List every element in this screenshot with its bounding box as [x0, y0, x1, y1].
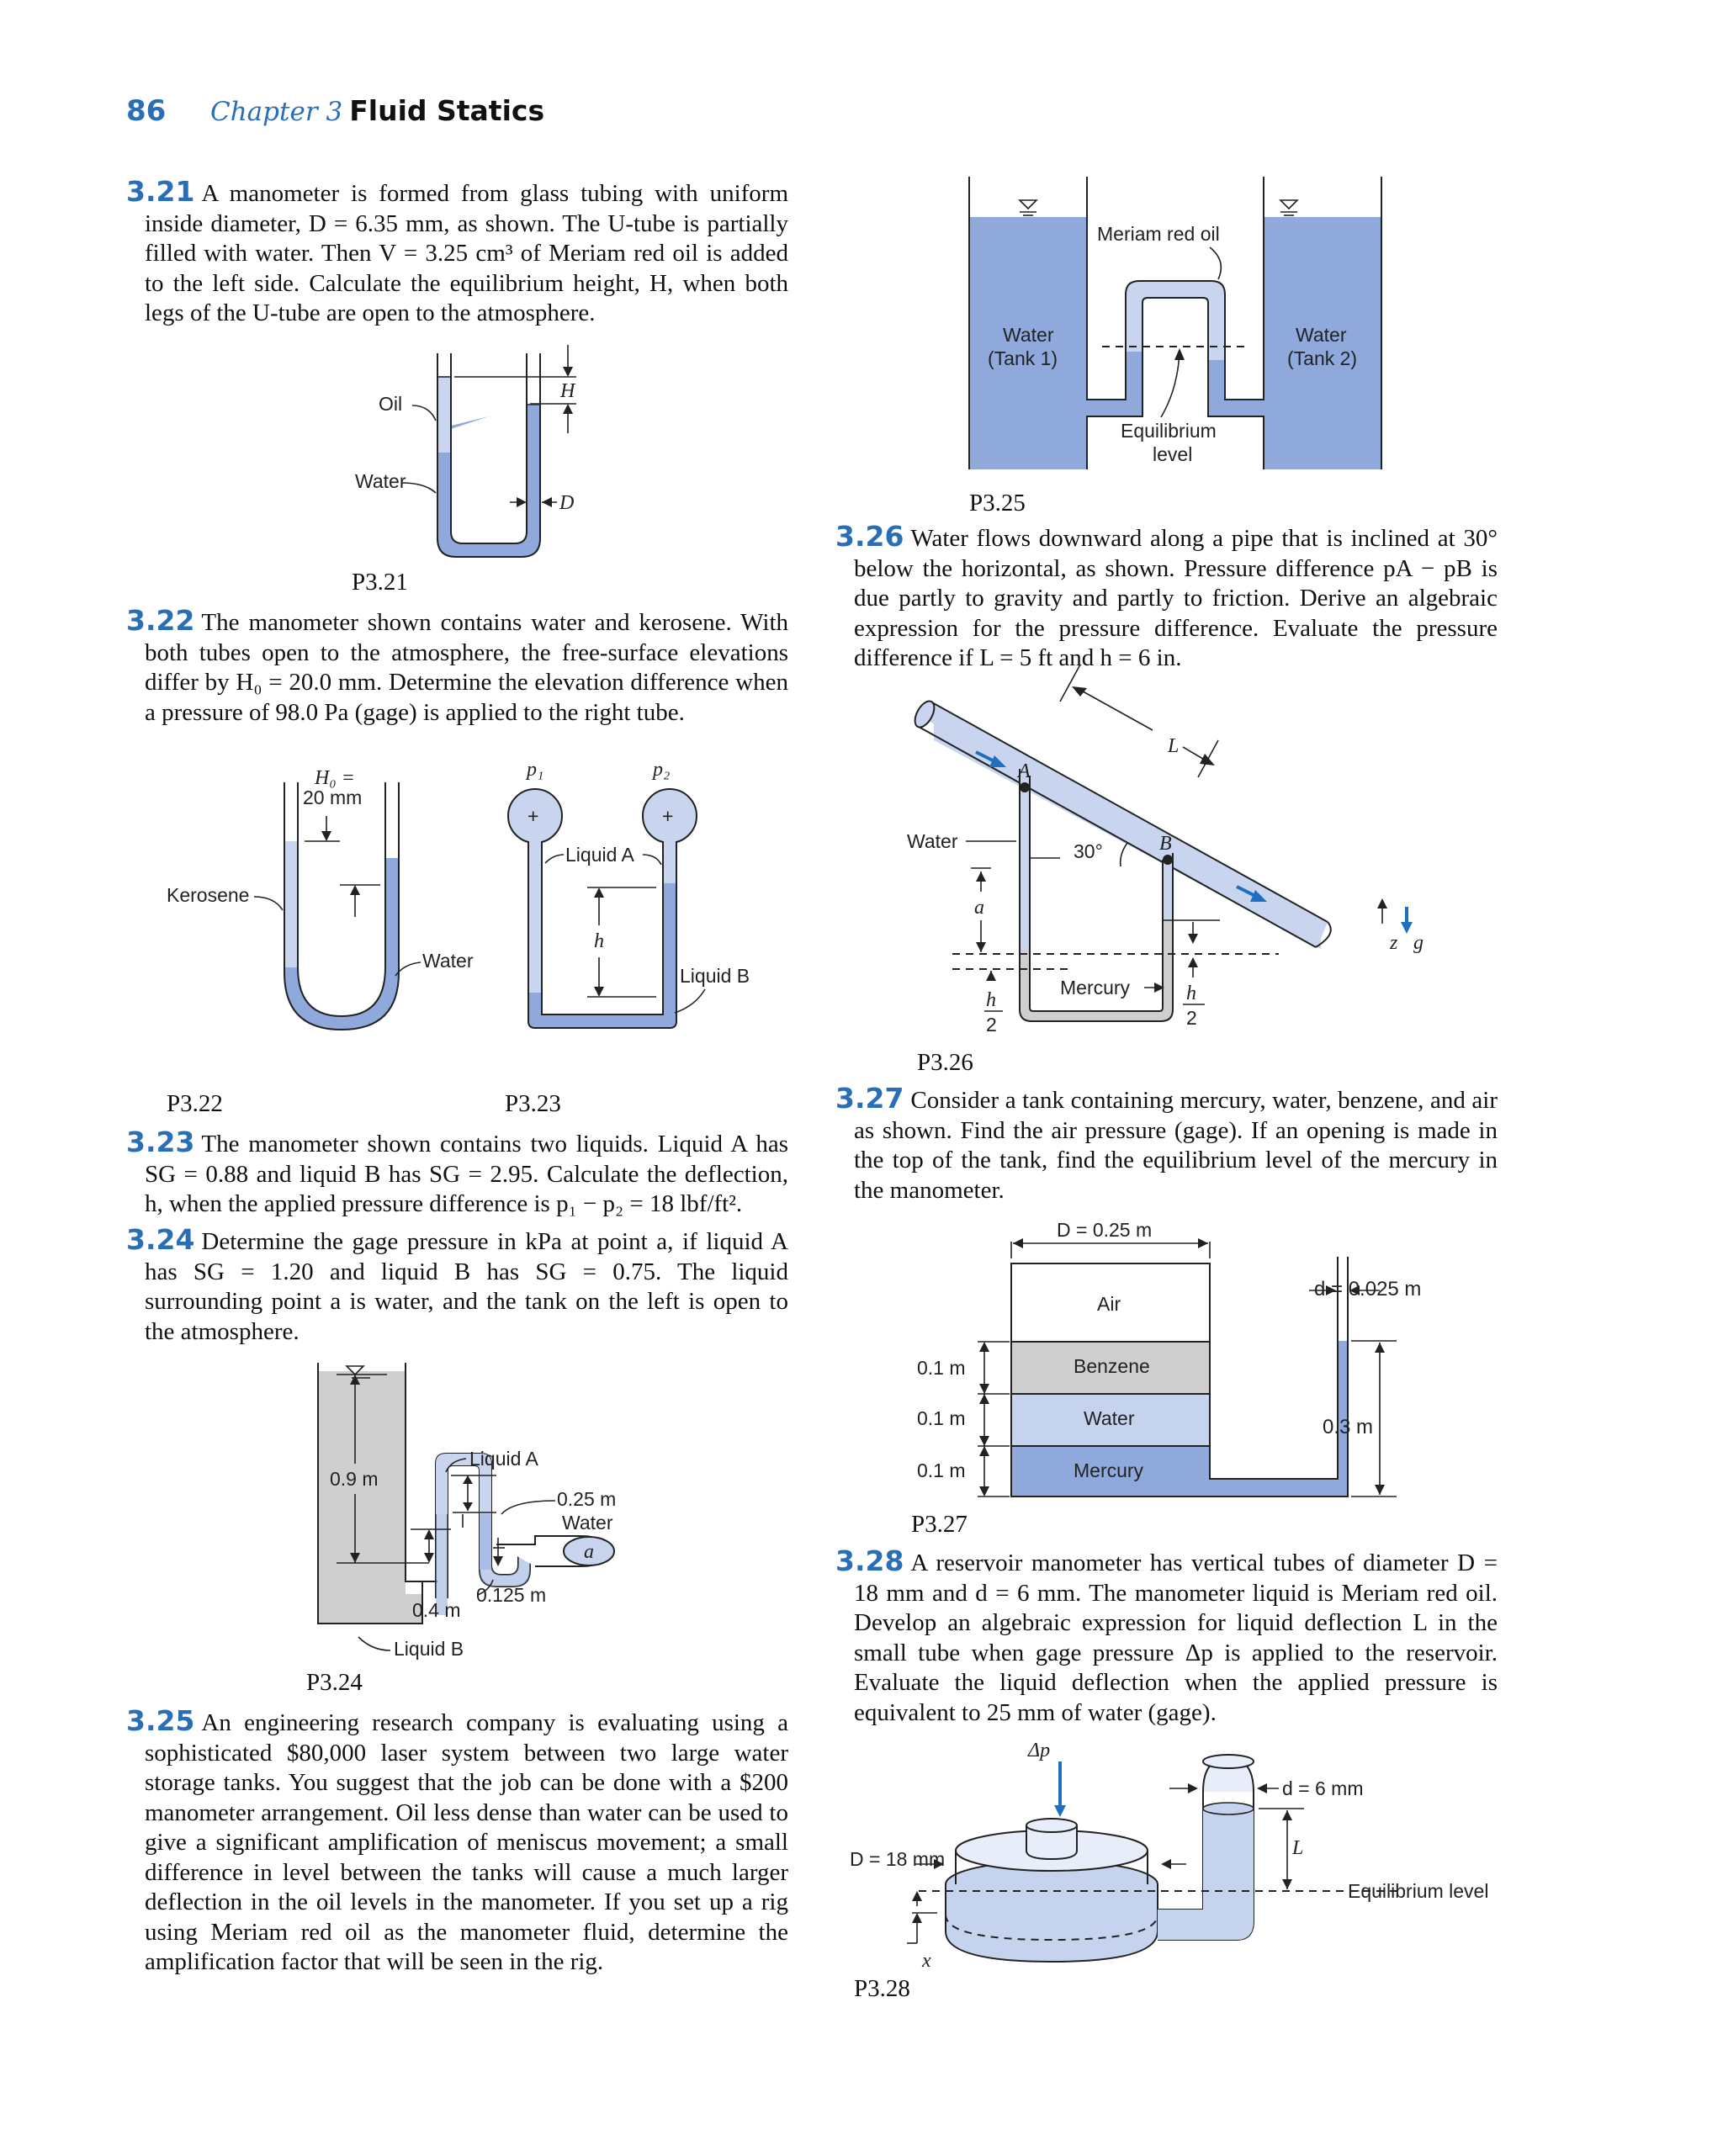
- label-0-4m: 0.4 m: [412, 1599, 461, 1621]
- figure-p3-27: [909, 1211, 1481, 1506]
- figure-p3-28: [850, 1741, 1506, 1985]
- figure-p3-24: [303, 1346, 707, 1660]
- caption-p3-23: P3.23: [505, 1090, 561, 1117]
- plus-2: +: [662, 805, 674, 827]
- problem-text: Water flows downward along a pipe that is inclined at 30° below the horizontal, as shown. Pressure difference pA − pB is due partly to gravity and partly to friction. Derive an algebraic expression for the pressure difference. Evaluate the pressure difference if L = 5 ft and h = 6 in.: [854, 525, 1498, 671]
- label-l: L: [1292, 1837, 1304, 1859]
- problem-3-25: [126, 1704, 788, 1978]
- label-d-small: d = 0.025 m: [1314, 1278, 1422, 1300]
- problem-number: 3.24: [126, 1223, 195, 1256]
- label-meriam-red-oil: Meriam red oil: [1097, 223, 1220, 245]
- label-water: Water: [562, 1512, 613, 1534]
- label-h0-value: 20 mm: [303, 787, 363, 808]
- label-two-right: 2: [1186, 1007, 1197, 1029]
- problem-number: 3.21: [126, 175, 195, 208]
- label-tank1: (Tank 1): [988, 347, 1058, 369]
- problem-text: Determine the gage pressure in kPa at point a, if liquid A has SG = 1.20 and liquid B has SG = 0.75. The liquid surrounding point a is water, and the tank on the left is open to the atmosphere.: [145, 1228, 788, 1345]
- label-0-1m-benzene: 0.1 m: [917, 1357, 966, 1379]
- problem-number: 3.27: [835, 1082, 904, 1115]
- caption-p3-21: P3.21: [352, 569, 408, 596]
- plus-1: +: [528, 805, 539, 827]
- label-oil: Oil: [379, 393, 403, 415]
- label-point-a: a: [584, 1541, 594, 1563]
- figure-p3-25: [959, 177, 1397, 479]
- label-z: z: [1390, 932, 1398, 954]
- problem-text: A manometer is formed from glass tubing with uniform inside diameter, D = 6.35 mm, as shown. The U-tube is partially filled with water. Then V = 3.25 cm³ of Meriam red oil is added to the left side. Calculate the equilibrium height, H, when both legs of the U-tube are open to the atmosphere.: [145, 180, 788, 326]
- label-water: Water: [907, 830, 958, 852]
- problem-text: Consider a tank containing mercury, water, benzene, and air as shown. Find the air pressure (gage). If an opening is made in the top of the tank, find the equilibrium level of the mercury in the manometer.: [854, 1087, 1498, 1204]
- caption-p3-26: P3.26: [917, 1049, 973, 1076]
- label-a-dist: a: [974, 897, 984, 919]
- label-30deg: 30°: [1074, 840, 1103, 862]
- figure-p3-26: [900, 681, 1439, 1043]
- label-mercury: Mercury: [1074, 1459, 1144, 1481]
- chapter-number: Chapter 3: [210, 97, 343, 127]
- label-h0: H₀ =: [315, 767, 355, 789]
- label-benzene: Benzene: [1074, 1355, 1150, 1377]
- label-l: L: [1168, 735, 1180, 757]
- label-h: H: [560, 380, 575, 402]
- label-liquid-b: Liquid B: [680, 965, 750, 987]
- problem-number: 3.28: [835, 1544, 904, 1577]
- label-0-1m-mercury: 0.1 m: [917, 1459, 966, 1481]
- problem-3-22: [126, 604, 788, 728]
- label-h: h: [594, 930, 604, 952]
- figure-p3-23: [488, 757, 791, 1043]
- label-0-25m: 0.25 m: [557, 1488, 617, 1510]
- label-g: g: [1413, 932, 1423, 954]
- label-equilibrium: Equilibrium: [1121, 420, 1217, 442]
- problem-3-23: [126, 1126, 788, 1220]
- page-number: 86: [126, 94, 167, 128]
- problem-text: A reservoir manometer has vertical tubes of diameter D = 18 mm and d = 6 mm. The manometer liquid is Meriam red oil. Develop an algebraic expression for liquid deflection L in the small tube when gage pressure Δp is applied to the reservoir. Evaluate the liquid deflection when the applied pressure is equivalent to 25 mm of water (gage).: [854, 1549, 1498, 1726]
- figure-p3-21: [345, 345, 623, 564]
- caption-p3-22: P3.22: [167, 1090, 223, 1117]
- chapter-label: [210, 94, 544, 127]
- label-d: D: [559, 492, 575, 514]
- label-0-1m-water: 0.1 m: [917, 1407, 966, 1429]
- label-equilibrium-level: Equilibrium level: [1348, 1880, 1489, 1902]
- label-kerosene: Kerosene: [167, 884, 250, 906]
- label-h-right: h: [1186, 983, 1196, 1004]
- caption-p3-24: P3.24: [306, 1669, 363, 1696]
- label-d-large: D = 0.25 m: [1057, 1219, 1153, 1241]
- chapter-title: Fluid Statics: [349, 94, 545, 127]
- label-0-125m: 0.125 m: [476, 1584, 547, 1606]
- label-a-point: A: [1018, 760, 1031, 782]
- problem-text: An engineering research company is evaluating using a sophisticated $80,000 laser system between two large water storage tanks. You suggest that the job can be done with a $200 manometer arrangement. Oil less dense than water can be used to give a significant amplification of meniscus movement; a small difference in level between the tanks will cause a much larger deflection in the oil levels in the manometer. If you set up a rig using Meriam red oil as the manometer fluid, determine the amplification factor that will be seen in the rig.: [145, 1709, 788, 1975]
- problem-3-27: [835, 1082, 1498, 1205]
- label-p2: p₂: [653, 759, 671, 781]
- label-h-left: h: [986, 989, 996, 1011]
- caption-p3-25: P3.25: [969, 490, 1026, 516]
- label-tank2: (Tank 2): [1287, 347, 1358, 369]
- label-level: level: [1153, 443, 1193, 465]
- label-mercury: Mercury: [1060, 977, 1131, 999]
- problem-number: 3.25: [126, 1704, 195, 1737]
- label-liquid-b: Liquid B: [394, 1638, 464, 1660]
- label-water-tank2: Water: [1296, 324, 1347, 346]
- label-dp: Δp: [1028, 1740, 1051, 1761]
- label-water: Water: [355, 470, 406, 492]
- label-water-tank1: Water: [1003, 324, 1054, 346]
- label-water: Water: [422, 950, 474, 972]
- label-p1: p₁: [527, 759, 544, 781]
- label-d-small: d = 6 mm: [1282, 1777, 1364, 1799]
- problem-3-21: [126, 175, 788, 329]
- problem-number: 3.22: [126, 604, 195, 637]
- label-x: x: [922, 1950, 931, 1972]
- label-b-point: B: [1159, 833, 1172, 855]
- label-water: Water: [1084, 1407, 1135, 1429]
- label-two-left: 2: [986, 1014, 997, 1036]
- problem-text: The manometer shown contains two liquids. Liquid A has SG = 0.88 and liquid B has SG = 2.95. Calculate the deflection, h, when the applied pressure difference is p₁ − p₂ = 18 lbf/ft².: [145, 1131, 788, 1217]
- figure-p3-22: [160, 765, 474, 1043]
- label-air: Air: [1097, 1293, 1121, 1315]
- label-liquid-a: Liquid A: [565, 844, 634, 866]
- label-0-9m: 0.9 m: [330, 1468, 379, 1490]
- problem-3-24: [126, 1223, 788, 1347]
- problem-3-26: [835, 520, 1498, 674]
- label-d-large: D = 18 mm: [850, 1848, 946, 1870]
- caption-p3-27: P3.27: [911, 1511, 968, 1538]
- caption-p3-28: P3.28: [854, 1975, 910, 2002]
- problem-text: The manometer shown contains water and kerosene. With both tubes open to the atmosphere, the free-surface elevations differ by H₀ = 20.0 mm. Determine the elevation difference when a pressure of 98.0 Pa (gage) is applied to the right tube.: [145, 609, 788, 726]
- problem-number: 3.23: [126, 1126, 195, 1158]
- problem-3-28: [835, 1544, 1498, 1728]
- label-liquid-a: Liquid A: [469, 1448, 538, 1470]
- label-0-3m: 0.3 m: [1323, 1416, 1374, 1438]
- problem-number: 3.26: [835, 520, 904, 553]
